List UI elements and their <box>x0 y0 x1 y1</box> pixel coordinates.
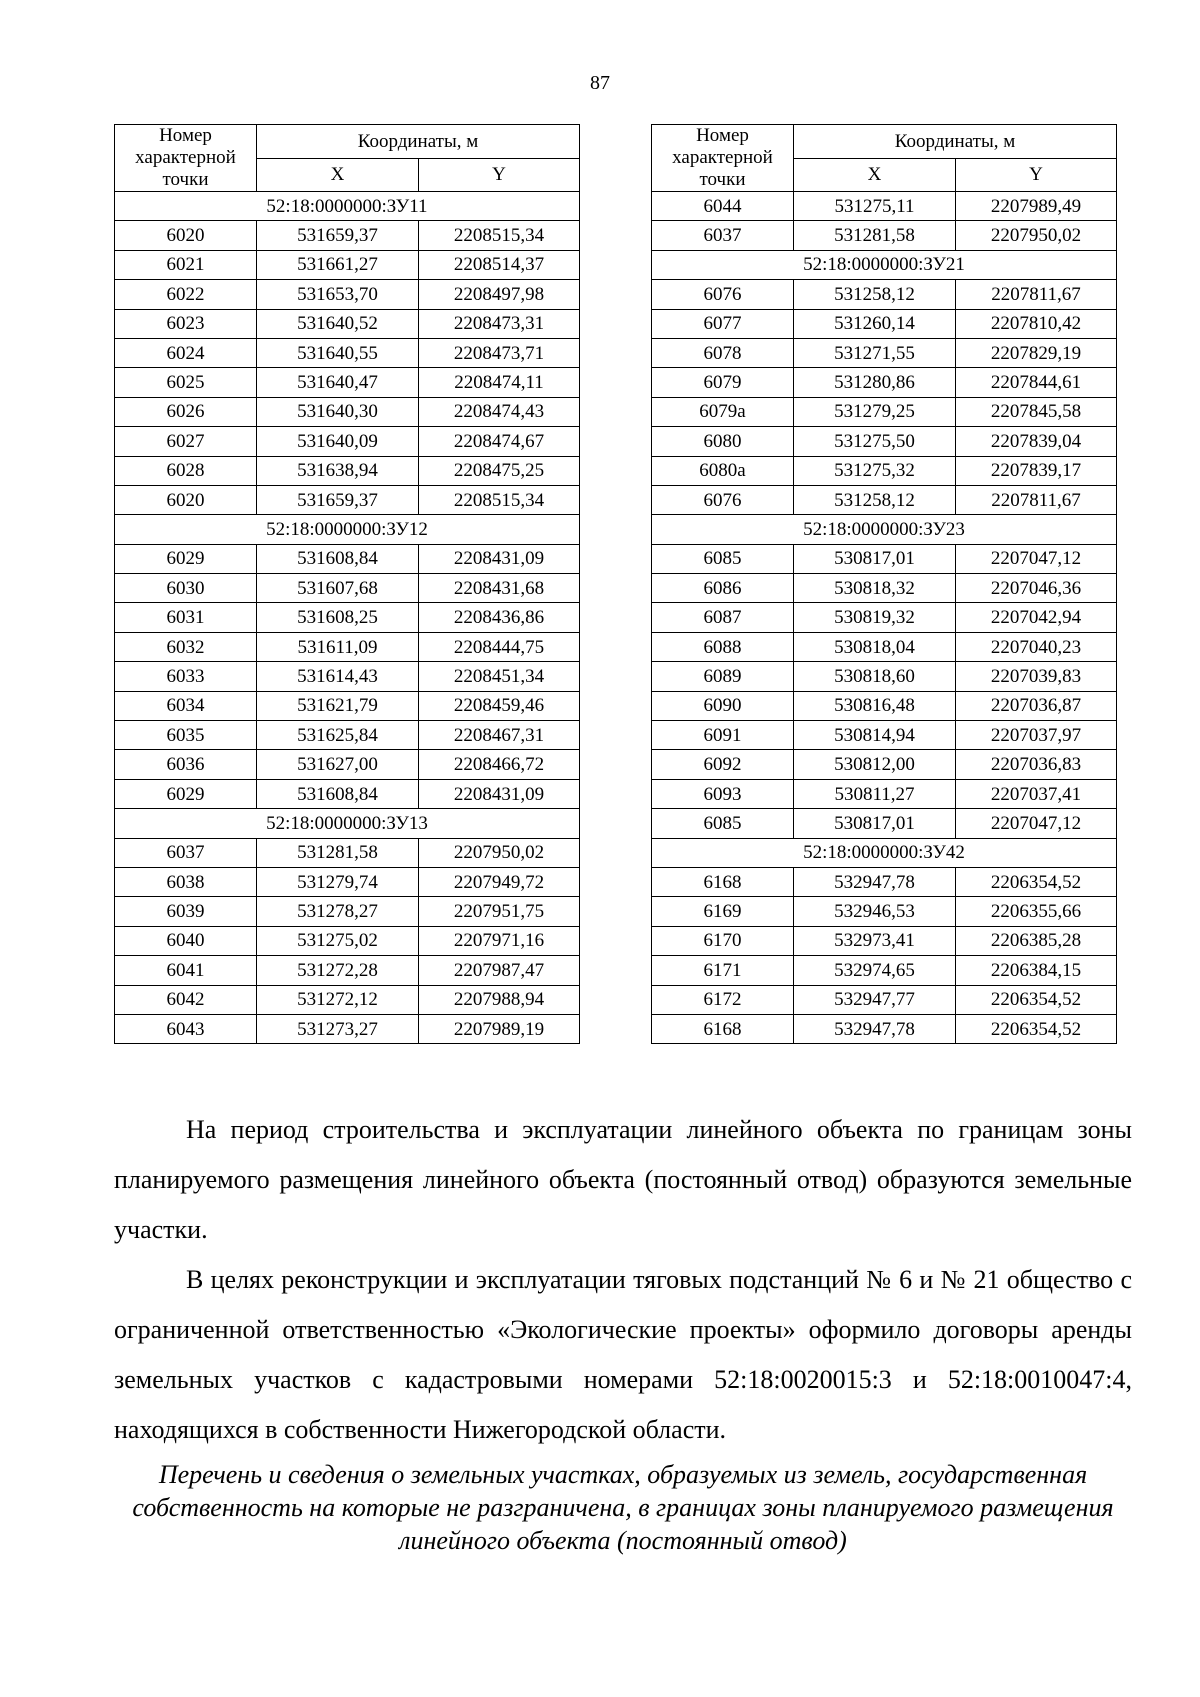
table-row <box>652 632 1117 661</box>
y-coordinate-cell: 2208475,25 <box>419 456 580 485</box>
coordinates-table-right <box>651 124 1117 1044</box>
x-coordinate-cell: 531281,58 <box>794 221 956 250</box>
point-number-cell: 6090 <box>652 691 794 720</box>
y-coordinate-cell: 2208474,67 <box>419 427 580 456</box>
table-row <box>115 1014 580 1043</box>
x-coordinate-cell: 531281,58 <box>257 838 419 867</box>
point-number-cell: 6025 <box>115 368 257 397</box>
x-coordinate-cell: 531280,86 <box>794 368 956 397</box>
x-coordinate-cell: 531260,14 <box>794 309 956 338</box>
x-coordinate-cell: 531611,09 <box>257 632 419 661</box>
x-coordinate-cell: 531608,84 <box>257 544 419 573</box>
table-caption: Перечень и сведения о земельных участках, образуемых из земель, государственная собственность на которые не разграничена, в границах зоны планируемого размещения линейного объекта (постоянный отвод) <box>132 1460 1114 1555</box>
x-coordinate-cell: 531638,94 <box>257 456 419 485</box>
table-row <box>115 544 580 573</box>
y-coordinate-cell: 2208515,34 <box>419 485 580 514</box>
x-coordinate-cell: 531621,79 <box>257 691 419 720</box>
table-row <box>652 544 1117 573</box>
point-number-cell: 6168 <box>652 867 794 896</box>
point-number-cell: 6027 <box>115 427 257 456</box>
y-coordinate-cell: 2207047,12 <box>956 809 1117 838</box>
point-number-cell: 6042 <box>115 985 257 1014</box>
x-coordinate-cell: 531258,12 <box>794 485 956 514</box>
y-coordinate-cell: 2208444,75 <box>419 632 580 661</box>
y-coordinate-cell: 2208473,31 <box>419 309 580 338</box>
y-coordinate-cell: 2207971,16 <box>419 926 580 955</box>
x-coordinate-cell: 531614,43 <box>257 662 419 691</box>
table-row <box>652 662 1117 691</box>
table-row <box>652 368 1117 397</box>
table-row <box>115 956 580 985</box>
table-row <box>652 926 1117 955</box>
y-coordinate-cell: 2207037,97 <box>956 721 1117 750</box>
y-coordinate-cell: 2207951,75 <box>419 897 580 926</box>
table-row <box>652 280 1117 309</box>
section-label: 52:18:0000000:ЗУ12 <box>115 515 580 544</box>
x-coordinate-cell: 531608,84 <box>257 779 419 808</box>
x-coordinate-cell: 531272,28 <box>257 956 419 985</box>
point-number-cell: 6170 <box>652 926 794 955</box>
y-coordinate-cell: 2207811,67 <box>956 485 1117 514</box>
y-coordinate-cell: 2206354,52 <box>956 867 1117 896</box>
table-row <box>652 338 1117 367</box>
y-coordinate-cell: 2207039,83 <box>956 662 1117 691</box>
section-label: 52:18:0000000:ЗУ23 <box>652 515 1117 544</box>
point-number-cell: 6086 <box>652 574 794 603</box>
x-coordinate-cell: 531275,02 <box>257 926 419 955</box>
section-label: 52:18:0000000:ЗУ11 <box>115 192 580 221</box>
table-row <box>115 632 580 661</box>
table-row <box>652 427 1117 456</box>
x-coordinate-cell: 531272,12 <box>257 985 419 1014</box>
x-coordinate-cell: 531640,55 <box>257 338 419 367</box>
x-coordinate-cell: 531278,27 <box>257 897 419 926</box>
x-coordinate-cell: 530818,04 <box>794 632 956 661</box>
y-coordinate-cell: 2208431,68 <box>419 574 580 603</box>
y-coordinate-cell: 2207036,83 <box>956 750 1117 779</box>
table-row <box>115 338 580 367</box>
point-number-cell: 6168 <box>652 1014 794 1043</box>
point-number-cell: 6029 <box>115 544 257 573</box>
coordinates-table-left <box>114 124 580 1044</box>
table-row <box>652 750 1117 779</box>
x-coordinate-cell: 531275,11 <box>794 192 956 221</box>
point-number-cell: 6020 <box>115 485 257 514</box>
table-right-body <box>652 192 1117 1044</box>
table-row <box>115 309 580 338</box>
y-coordinate-cell: 2207037,41 <box>956 779 1117 808</box>
x-coordinate-cell: 531279,25 <box>794 397 956 426</box>
paragraph: На период строительства и эксплуатации линейного объекта по границам зоны планируемого размещения линейного объекта (постоянный отвод) образуются земельные участки. <box>114 1115 1132 1244</box>
y-coordinate-cell: 2208497,98 <box>419 280 580 309</box>
table-section-row <box>652 838 1117 867</box>
table-section-row <box>115 192 580 221</box>
x-coordinate-cell: 531640,47 <box>257 368 419 397</box>
point-number-cell: 6087 <box>652 603 794 632</box>
point-number-cell: 6076 <box>652 485 794 514</box>
y-coordinate-cell: 2208474,11 <box>419 368 580 397</box>
x-coordinate-cell: 532946,53 <box>794 897 956 926</box>
header-y: Y <box>956 158 1117 192</box>
x-coordinate-cell: 531653,70 <box>257 280 419 309</box>
table-row <box>652 221 1117 250</box>
table-row <box>115 456 580 485</box>
table-row <box>115 368 580 397</box>
y-coordinate-cell: 2207844,61 <box>956 368 1117 397</box>
y-coordinate-cell: 2208431,09 <box>419 544 580 573</box>
y-coordinate-cell: 2206354,52 <box>956 985 1117 1014</box>
point-number-cell: 6044 <box>652 192 794 221</box>
x-coordinate-cell: 531607,68 <box>257 574 419 603</box>
header-point-number: Номер характерной точки <box>115 125 257 192</box>
point-number-cell: 6033 <box>115 662 257 691</box>
x-coordinate-cell: 531275,32 <box>794 456 956 485</box>
x-coordinate-cell: 531275,50 <box>794 427 956 456</box>
table-row <box>115 603 580 632</box>
y-coordinate-cell: 2208451,34 <box>419 662 580 691</box>
x-coordinate-cell: 531640,30 <box>257 397 419 426</box>
header-x: X <box>257 158 419 192</box>
point-number-cell: 6169 <box>652 897 794 926</box>
y-coordinate-cell: 2207811,67 <box>956 280 1117 309</box>
page-number: 87 <box>590 72 610 94</box>
x-coordinate-cell: 531273,27 <box>257 1014 419 1043</box>
y-coordinate-cell: 2206385,28 <box>956 926 1117 955</box>
x-coordinate-cell: 530818,32 <box>794 574 956 603</box>
point-number-cell: 6085 <box>652 544 794 573</box>
table-row <box>115 721 580 750</box>
table-row <box>115 897 580 926</box>
table-row <box>115 926 580 955</box>
point-number-cell: 6088 <box>652 632 794 661</box>
point-number-cell: 6029 <box>115 779 257 808</box>
point-number-cell: 6031 <box>115 603 257 632</box>
table-row <box>115 280 580 309</box>
x-coordinate-cell: 532947,77 <box>794 985 956 1014</box>
y-coordinate-cell: 2206384,15 <box>956 956 1117 985</box>
point-number-cell: 6092 <box>652 750 794 779</box>
y-coordinate-cell: 2207845,58 <box>956 397 1117 426</box>
y-coordinate-cell: 2207829,19 <box>956 338 1117 367</box>
body-text <box>114 1105 1132 1455</box>
point-number-cell: 6037 <box>115 838 257 867</box>
y-coordinate-cell: 2208466,72 <box>419 750 580 779</box>
point-number-cell: 6080а <box>652 456 794 485</box>
y-coordinate-cell: 2206355,66 <box>956 897 1117 926</box>
table-section-row <box>652 250 1117 279</box>
table-row <box>652 397 1117 426</box>
y-coordinate-cell: 2208431,09 <box>419 779 580 808</box>
point-number-cell: 6020 <box>115 221 257 250</box>
x-coordinate-cell: 531661,27 <box>257 250 419 279</box>
point-number-cell: 6040 <box>115 926 257 955</box>
point-number-cell: 6085 <box>652 809 794 838</box>
point-number-cell: 6028 <box>115 456 257 485</box>
header-point-number: Номер характерной точки <box>652 125 794 192</box>
point-number-cell: 6026 <box>115 397 257 426</box>
point-number-cell: 6091 <box>652 721 794 750</box>
table-section-row <box>115 809 580 838</box>
x-coordinate-cell: 530816,48 <box>794 691 956 720</box>
x-coordinate-cell: 531625,84 <box>257 721 419 750</box>
y-coordinate-cell: 2208436,86 <box>419 603 580 632</box>
x-coordinate-cell: 530818,60 <box>794 662 956 691</box>
table-row <box>652 456 1117 485</box>
point-number-cell: 6079 <box>652 368 794 397</box>
table-row <box>115 838 580 867</box>
x-coordinate-cell: 531627,00 <box>257 750 419 779</box>
y-coordinate-cell: 2208515,34 <box>419 221 580 250</box>
x-coordinate-cell: 532974,65 <box>794 956 956 985</box>
y-coordinate-cell: 2207949,72 <box>419 867 580 896</box>
table-row <box>115 485 580 514</box>
x-coordinate-cell: 532947,78 <box>794 867 956 896</box>
point-number-cell: 6032 <box>115 632 257 661</box>
point-number-cell: 6078 <box>652 338 794 367</box>
table-row <box>652 779 1117 808</box>
x-coordinate-cell: 530819,32 <box>794 603 956 632</box>
x-coordinate-cell: 531271,55 <box>794 338 956 367</box>
x-coordinate-cell: 531640,52 <box>257 309 419 338</box>
table-row <box>652 309 1117 338</box>
y-coordinate-cell: 2207950,02 <box>956 221 1117 250</box>
x-coordinate-cell: 530812,00 <box>794 750 956 779</box>
table-row <box>115 427 580 456</box>
table-row <box>115 985 580 1014</box>
point-number-cell: 6043 <box>115 1014 257 1043</box>
table-row <box>115 662 580 691</box>
x-coordinate-cell: 530814,94 <box>794 721 956 750</box>
section-label: 52:18:0000000:ЗУ21 <box>652 250 1117 279</box>
header-coordinates: Координаты, м <box>794 125 1117 159</box>
y-coordinate-cell: 2207989,49 <box>956 192 1117 221</box>
point-number-cell: 6030 <box>115 574 257 603</box>
table-row <box>652 956 1117 985</box>
header-x: X <box>794 158 956 192</box>
y-coordinate-cell: 2207047,12 <box>956 544 1117 573</box>
table-row <box>652 897 1117 926</box>
x-coordinate-cell: 531258,12 <box>794 280 956 309</box>
x-coordinate-cell: 532947,78 <box>794 1014 956 1043</box>
point-number-cell: 6093 <box>652 779 794 808</box>
y-coordinate-cell: 2207987,47 <box>419 956 580 985</box>
point-number-cell: 6171 <box>652 956 794 985</box>
table-row <box>652 574 1117 603</box>
x-coordinate-cell: 531640,09 <box>257 427 419 456</box>
y-coordinate-cell: 2207036,87 <box>956 691 1117 720</box>
y-coordinate-cell: 2207040,23 <box>956 632 1117 661</box>
x-coordinate-cell: 530817,01 <box>794 544 956 573</box>
section-label: 52:18:0000000:ЗУ42 <box>652 838 1117 867</box>
point-number-cell: 6034 <box>115 691 257 720</box>
x-coordinate-cell: 531279,74 <box>257 867 419 896</box>
section-label: 52:18:0000000:ЗУ13 <box>115 809 580 838</box>
table-row <box>115 574 580 603</box>
y-coordinate-cell: 2207989,19 <box>419 1014 580 1043</box>
x-coordinate-cell: 531608,25 <box>257 603 419 632</box>
point-number-cell: 6022 <box>115 280 257 309</box>
point-number-cell: 6077 <box>652 309 794 338</box>
table-row <box>115 221 580 250</box>
table-row <box>115 750 580 779</box>
x-coordinate-cell: 530817,01 <box>794 809 956 838</box>
y-coordinate-cell: 2207950,02 <box>419 838 580 867</box>
table-row <box>115 250 580 279</box>
table-row <box>652 985 1117 1014</box>
header-y: Y <box>419 158 580 192</box>
table-section-row <box>652 515 1117 544</box>
y-coordinate-cell: 2207988,94 <box>419 985 580 1014</box>
point-number-cell: 6079а <box>652 397 794 426</box>
y-coordinate-cell: 2208459,46 <box>419 691 580 720</box>
y-coordinate-cell: 2208514,37 <box>419 250 580 279</box>
point-number-cell: 6023 <box>115 309 257 338</box>
point-number-cell: 6089 <box>652 662 794 691</box>
y-coordinate-cell: 2208467,31 <box>419 721 580 750</box>
table-row <box>652 192 1117 221</box>
point-number-cell: 6037 <box>652 221 794 250</box>
table-section-row <box>115 515 580 544</box>
point-number-cell: 6038 <box>115 867 257 896</box>
table-row <box>652 867 1117 896</box>
table-row <box>652 485 1117 514</box>
table-row <box>652 1014 1117 1043</box>
table-row <box>652 809 1117 838</box>
table-left-body <box>115 192 580 1044</box>
y-coordinate-cell: 2207839,04 <box>956 427 1117 456</box>
x-coordinate-cell: 530811,27 <box>794 779 956 808</box>
point-number-cell: 6080 <box>652 427 794 456</box>
x-coordinate-cell: 531659,37 <box>257 485 419 514</box>
point-number-cell: 6021 <box>115 250 257 279</box>
y-coordinate-cell: 2207046,36 <box>956 574 1117 603</box>
x-coordinate-cell: 531659,37 <box>257 221 419 250</box>
point-number-cell: 6039 <box>115 897 257 926</box>
table-row <box>652 603 1117 632</box>
y-coordinate-cell: 2207042,94 <box>956 603 1117 632</box>
point-number-cell: 6172 <box>652 985 794 1014</box>
y-coordinate-cell: 2208473,71 <box>419 338 580 367</box>
table-row <box>652 721 1117 750</box>
x-coordinate-cell: 532973,41 <box>794 926 956 955</box>
header-coordinates: Координаты, м <box>257 125 580 159</box>
point-number-cell: 6036 <box>115 750 257 779</box>
y-coordinate-cell: 2208474,43 <box>419 397 580 426</box>
table-row <box>115 397 580 426</box>
table-row <box>115 779 580 808</box>
point-number-cell: 6024 <box>115 338 257 367</box>
y-coordinate-cell: 2207810,42 <box>956 309 1117 338</box>
point-number-cell: 6076 <box>652 280 794 309</box>
y-coordinate-cell: 2206354,52 <box>956 1014 1117 1043</box>
table-row <box>115 691 580 720</box>
point-number-cell: 6035 <box>115 721 257 750</box>
table-row <box>652 691 1117 720</box>
y-coordinate-cell: 2207839,17 <box>956 456 1117 485</box>
table-row <box>115 867 580 896</box>
point-number-cell: 6041 <box>115 956 257 985</box>
paragraph: В целях реконструкции и эксплуатации тяговых подстанций № 6 и № 21 общество с ограниченной ответственностью «Экологические проекты» оформило договоры аренды земельных участков с кадастровыми номерами 52:18:0020015:3 и 52:18:0010047:4, находящихся в собственности Нижегородской области. <box>114 1265 1132 1444</box>
